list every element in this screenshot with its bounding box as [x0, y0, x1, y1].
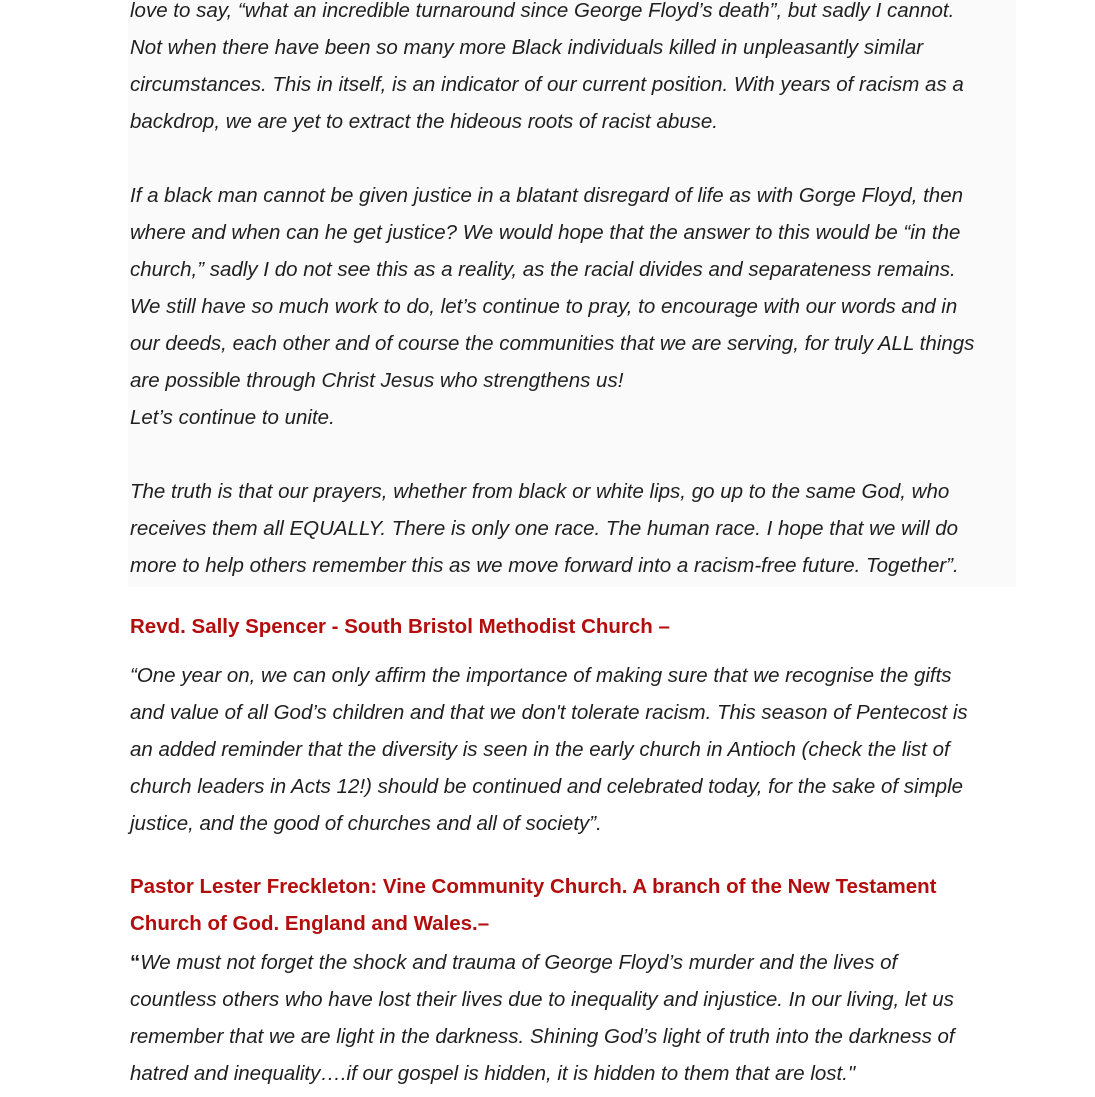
paragraph-line: The truth is that our prayers, whether from black or white lips, go up to the same God, who	[130, 480, 950, 503]
paragraph-line: circumstances. This in itself, is an indicator of our current position. With years of racism as a	[130, 73, 964, 96]
quote-line: and value of all God’s children and that we don't tolerate racism. This season of Pentecost is	[130, 701, 968, 724]
quote-line: hatred and inequality….if our gospel is hidden, it is hidden to them that are lost."	[130, 1062, 856, 1085]
section-heading-lester-freckleton-cont: Church of God. England and Wales.–	[130, 912, 490, 935]
quote-line: an added reminder that the diversity is seen in the early church in Antioch (check the list of	[130, 738, 950, 761]
paragraph-line: Let’s continue to unite.	[130, 406, 335, 429]
section-heading-lester-freckleton: Pastor Lester Freckleton: Vine Community Church. A branch of the New Testament	[130, 875, 937, 898]
paragraph-line: love to say, “what an incredible turnaround since George Floyd’s death”, but sadly I cannot.	[130, 0, 955, 22]
paragraph-line: are possible through Christ Jesus who strengthens us!	[130, 369, 624, 392]
quote-line: church leaders in Acts 12!) should be continued and celebrated today, for the sake of simple	[130, 775, 964, 798]
quote-line: remember that we are light in the darkness. Shining God’s light of truth into the darkness of	[130, 1025, 955, 1048]
quote-line: justice, and the good of churches and all of society”.	[130, 812, 602, 835]
opening-quote-mark: “	[130, 951, 141, 974]
quote-line: “One year on, we can only affirm the importance of making sure that we recognise the gifts	[130, 664, 952, 687]
paragraph-line: more to help others remember this as we move forward into a racism-free future. Together”.	[130, 554, 959, 577]
quote-line	[130, 950, 897, 976]
paragraph-line: We still have so much work to do, let’s continue to pray, to encourage with our words and in	[130, 295, 958, 318]
paragraph-line: If a black man cannot be given justice in a blatant disregard of life as with Gorge Floyd, then	[130, 184, 963, 207]
paragraph-line: Not when there have been so many more Black individuals killed in unpleasantly similar	[130, 36, 924, 59]
paragraph-line: our deeds, each other and of course the communities that we are serving, for truly ALL things	[130, 332, 975, 355]
paragraph-line: backdrop, we are yet to extract the hideous roots of racist abuse.	[130, 110, 718, 133]
paragraph-line: church,” sadly I do not see this as a reality, as the racial divides and separateness remains.	[130, 258, 956, 281]
paragraph-line: where and when can he get justice? We would hope that the answer to this would be “in the	[130, 221, 961, 244]
quote-line: countless others who have lost their lives due to inequality and injustice. In our living, let us	[130, 988, 954, 1011]
paragraph-line: receives them all EQUALLY. There is only one race. The human race. I hope that we will do	[130, 517, 959, 540]
section-heading-sally-spencer: Revd. Sally Spencer - South Bristol Methodist Church –	[130, 615, 670, 638]
quote-text: We must not forget the shock and trauma of George Floyd’s murder and the lives of	[140, 951, 898, 974]
